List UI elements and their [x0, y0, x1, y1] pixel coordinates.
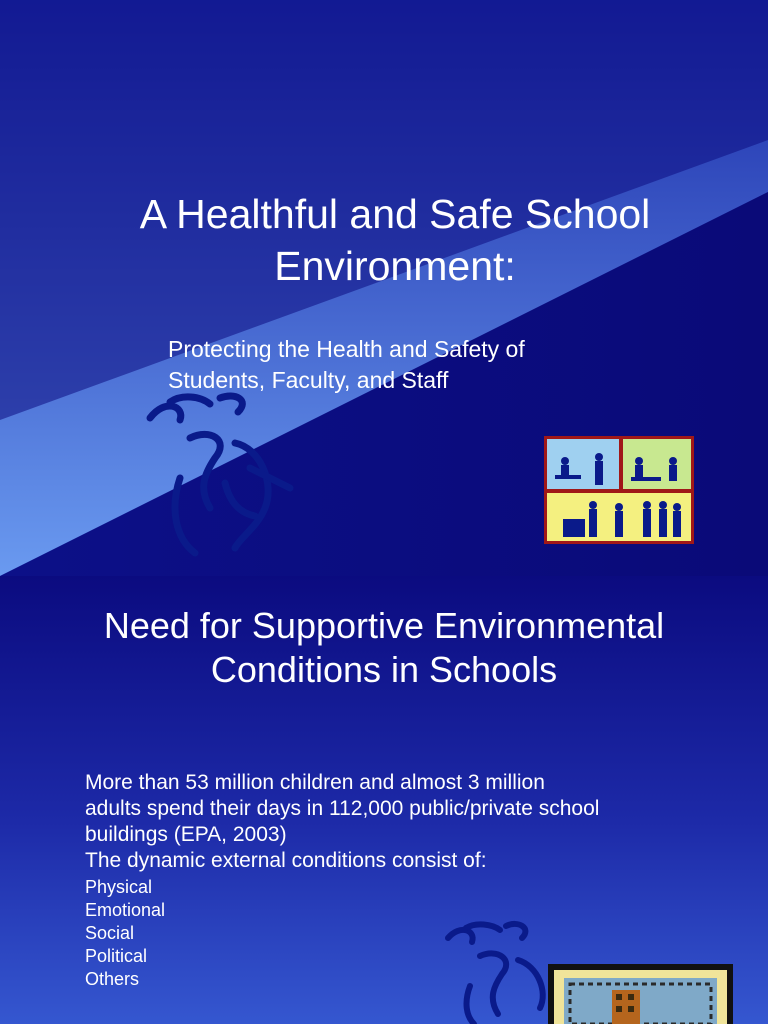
cyclist-icon: [440, 916, 550, 1024]
body-line: The dynamic external conditions consist of:: [85, 849, 487, 872]
title-line: A Healthful and Safe School: [139, 191, 651, 237]
list-item: Social: [85, 923, 135, 943]
list-item: Emotional: [85, 900, 166, 920]
title-line: Environment:: [274, 243, 516, 289]
body-line: More than 53 million children and almost 3 million: [85, 771, 545, 794]
cyclist-icon: [140, 388, 300, 568]
school-building-icon: [548, 964, 733, 1024]
slide-2: [0, 576, 768, 1024]
body-line: buildings (EPA, 2003): [85, 823, 287, 846]
slide-1-title: [0, 188, 768, 292]
subtitle-line: Protecting the Health and Safety of: [168, 336, 525, 362]
list-item: Physical: [85, 877, 153, 897]
slide-2-body: [85, 770, 725, 991]
slide-2-title: [0, 604, 768, 692]
title-line: Need for Supportive Environmental: [103, 605, 665, 646]
subtitle-line: Students, Faculty, and Staff: [168, 367, 449, 393]
office-workers-icon: [543, 435, 695, 545]
title-line: Conditions in Schools: [210, 649, 558, 690]
list-item: Political: [85, 946, 148, 966]
slide-1-subtitle: [168, 334, 688, 396]
list-item: Others: [85, 969, 140, 989]
body-line: adults spend their days in 112,000 public/private school: [85, 797, 600, 820]
